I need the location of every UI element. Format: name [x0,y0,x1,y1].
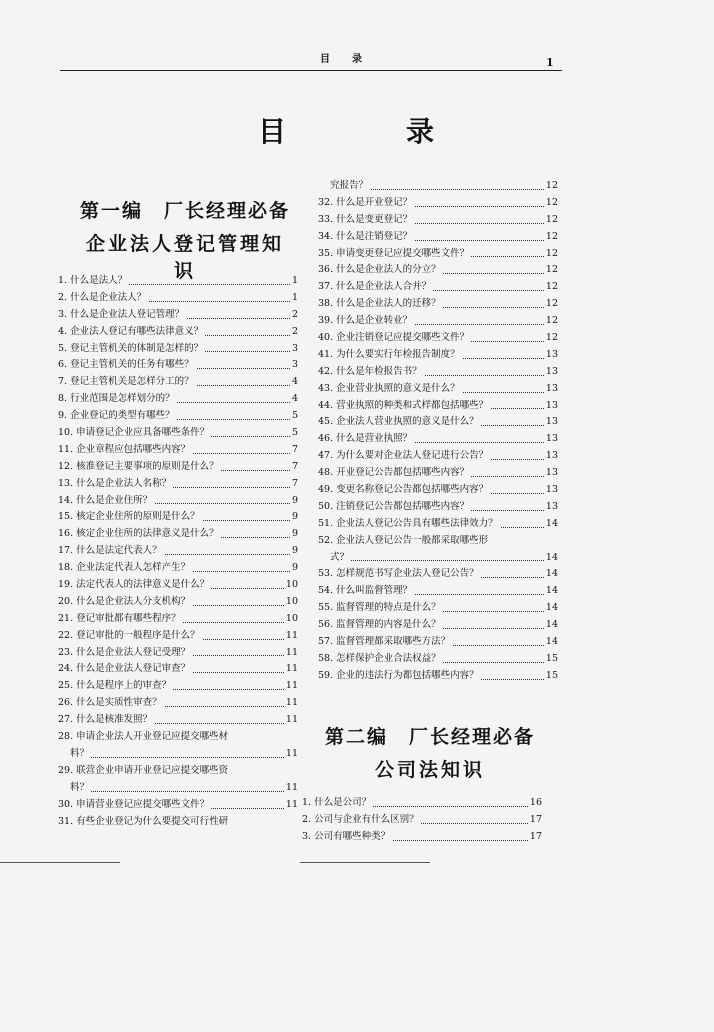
toc-entry-page: 7 [290,476,298,493]
toc-entry-text: 3. 什么是企业法人登记管理？ [58,308,185,320]
toc-entry-text: 26. 什么是实质性审查？ [58,697,162,709]
toc-entry [318,617,558,634]
toc-entry-page: 9 [290,543,298,560]
toc-entry-text: 2. 公司与企业有什么区别？ [302,813,419,825]
part-one-heading [80,196,290,283]
running-head [60,50,560,70]
toc-entry-text: 式？ [318,552,351,563]
toc-entry [58,391,298,408]
toc-entry [318,566,558,583]
toc-entry-text: 45. 企业法人营业执照的意义是什么？ [318,416,479,428]
toc-entry [58,661,298,678]
toc-entry [302,829,542,846]
toc-entry-text: 究报告？ [318,180,370,191]
toc-entry [58,814,298,831]
toc-entry-text: 27. 什么是核准发照？ [58,714,153,726]
toc-entry-text: 29. 联营企业申请开业登记应提交哪些资 [58,764,229,776]
toc-entry-text: 17. 什么是法定代表人？ [58,545,162,557]
toc-entry-page: 14 [544,566,558,583]
toc-list-right [318,178,558,685]
toc-entry [58,290,298,307]
toc-entry-text: 32. 什么是开业登记？ [318,196,413,208]
toc-entry-page: 17 [528,829,542,846]
toc-entry-text: 39. 什么是企业转业？ [318,315,413,327]
toc-entry-text: 55. 监督管理的特点是什么？ [318,602,441,614]
part-two-heading-line1: 第二编 厂长经理必备 [324,726,535,748]
toc-entry [302,795,542,812]
toc-entry-page: 11 [284,661,298,678]
toc-entry-text: 7. 登记主管机关是怎样分工的？ [58,376,194,388]
toc-entry-text: 50. 注销登记公告都包括哪些内容？ [318,500,470,512]
toc-entry-page: 11 [284,628,298,645]
toc-entry-text: 11. 企业章程应包括哪些内容？ [58,443,191,455]
toc-entry [318,364,558,381]
toc-entry-page: 9 [290,526,298,543]
scan-edge-line [300,862,430,863]
toc-entry-text: 37. 什么是企业法人合并？ [318,281,432,293]
toc-entry-page: 12 [544,262,558,279]
toc-entry [318,398,558,415]
toc-entry-text: 53. 怎样规范书写企业法人登记公告？ [318,568,479,580]
toc-entry-page: 2 [290,324,298,341]
toc-entry [58,543,298,560]
toc-entry-page: 13 [544,414,558,431]
part-two-heading [320,722,540,782]
toc-entry-page: 11 [284,780,298,797]
toc-entry [318,516,558,533]
toc-entry-text: 36. 什么是企业法人的分立？ [318,264,441,276]
toc-list-left [58,273,298,830]
toc-entry-page: 11 [284,678,298,695]
toc-entry-text: 30. 申请营业登记应提交哪些文件？ [58,798,210,810]
toc-entry-text: 28. 申请企业法人开业登记应提交哪些材 [58,731,229,743]
toc-entry-text: 31. 有些企业登记为什么要提交可行性研 [58,815,229,827]
toc-entry-page: 12 [544,330,558,347]
toc-entry [58,729,298,746]
toc-entry-text: 35. 申请变更登记应提交哪些文件？ [318,247,470,259]
toc-entry-page: 13 [544,381,558,398]
toc-entry-page: 1 [290,290,298,307]
toc-entry [318,431,558,448]
toc-entry [58,408,298,425]
toc-entry [318,414,558,431]
toc-entry [58,374,298,391]
toc-entry [318,448,558,465]
toc-entry-page: 7 [290,459,298,476]
toc-entry-page: 12 [544,313,558,330]
toc-entry-page: 9 [290,560,298,577]
toc-entry [318,533,558,550]
part-two-heading-line2: 公司法知识 [374,759,485,781]
toc-entry-page: 12 [544,178,558,195]
toc-entry-page: 5 [290,425,298,442]
toc-entry [318,296,558,313]
toc-entry-page: 10 [284,611,298,628]
header-rule [60,70,562,71]
toc-entry-page: 2 [290,307,298,324]
toc-entry [318,600,558,617]
toc-entry [318,668,558,685]
toc-entry-text: 3. 公司有哪些种类？ [302,830,391,842]
running-head-title: 目录 [320,54,384,65]
toc-entry-text: 18. 企业法定代表人怎样产生？ [58,562,191,574]
toc-entry-text: 56. 监督管理的内容是什么？ [318,619,441,631]
toc-entry-page: 11 [284,712,298,729]
toc-entry [58,746,298,763]
toc-entry-page: 13 [544,398,558,415]
toc-entry-text: 10. 申请登记企业应具备哪些条件？ [58,427,210,439]
toc-entry-text: 19. 法定代表人的法律意义是什么？ [58,579,210,591]
toc-entry-page: 9 [290,493,298,510]
toc-entry [58,476,298,493]
toc-entry [318,634,558,651]
toc-entry-text: 47. 为什么要对企业法人登记进行公告？ [318,450,489,462]
toc-entry-text: 21. 登记审批都有哪些程序？ [58,612,181,624]
toc-entry-text: 5. 登记主管机关的体制是怎样的？ [58,342,204,354]
toc-entry-text: 1. 什么是公司？ [302,797,372,808]
toc-entry [58,425,298,442]
toc-entry-text: 42. 什么是年检报告书？ [318,365,422,377]
toc-entry [318,482,558,499]
toc-entry-page: 12 [544,195,558,212]
toc-entry-page: 13 [544,431,558,448]
toc-entry-page: 15 [544,668,558,685]
toc-entry [318,178,558,195]
toc-entry-text: 51. 企业法人登记公告具有哪些法律效力？ [318,517,498,529]
toc-entry-text: 9. 企业登记的类型有哪些？ [58,410,175,422]
toc-entry-page: 3 [290,357,298,374]
toc-entry-page: 14 [544,550,558,567]
toc-entry-page: 4 [290,391,298,408]
toc-entry-page: 11 [284,695,298,712]
toc-entry-text: 24. 什么是企业法人登记审查？ [58,663,191,675]
toc-entry [318,381,558,398]
toc-entry-text: 8. 行业范围是怎样划分的？ [58,393,175,405]
toc-entry [318,465,558,482]
toc-entry-text: 48. 开业登记公告都包括哪些内容？ [318,467,470,479]
toc-entry [58,780,298,797]
toc-entry [58,763,298,780]
toc-entry-page: 3 [290,341,298,358]
toc-entry-page: 14 [544,600,558,617]
running-head-page-number: 1 [546,56,554,69]
toc-entry [318,229,558,246]
scan-edge-line [0,862,120,863]
page-title: 目 录 [258,115,481,148]
toc-entry-page: 12 [544,296,558,313]
toc-entry-text: 38. 什么是企业法人的迁移？ [318,298,441,310]
toc-entry [58,324,298,341]
toc-entry [58,509,298,526]
part-one-heading-line2: 企业法人登记管理知识 [85,233,284,282]
toc-entry-text: 57. 监督管理都采取哪些方法？ [318,636,451,648]
toc-entry [318,212,558,229]
toc-entry-text: 20. 什么是企业法人分支机构？ [58,595,191,607]
toc-entry-text: 12. 核准登记主要事项的原则是什么？ [58,460,219,472]
toc-entry-page: 14 [544,583,558,600]
toc-entry [58,341,298,358]
toc-entry-page: 14 [544,634,558,651]
toc-entry [58,442,298,459]
toc-entry-page: 12 [544,212,558,229]
toc-entry-page: 13 [544,482,558,499]
toc-entry-text: 4. 企业法人登记有哪些法律意义？ [58,325,204,337]
toc-entry-page: 7 [290,442,298,459]
toc-entry-text: 41. 为什么要实行年检报告制度？ [318,348,460,360]
toc-entry-page: 13 [544,465,558,482]
toc-entry [318,330,558,347]
toc-entry [58,526,298,543]
toc-entry-page: 11 [284,645,298,662]
toc-entry-page: 13 [544,499,558,516]
toc-entry-text: 14. 什么是企业住所？ [58,494,153,506]
toc-entry [302,812,542,829]
toc-entry-page: 15 [544,651,558,668]
toc-entry-page: 11 [284,746,298,763]
toc-entry-page: 14 [544,617,558,634]
toc-entry [318,583,558,600]
toc-list-part-two [302,795,542,846]
toc-entry-page: 17 [528,812,542,829]
toc-entry [58,560,298,577]
toc-entry-page: 12 [544,279,558,296]
toc-entry [58,577,298,594]
toc-entry-text: 40. 企业注销登记应提交哪些文件？ [318,332,470,344]
toc-entry [318,279,558,296]
toc-entry [58,611,298,628]
toc-entry [58,797,298,814]
toc-entry-text: 49. 变更名称登记公告都包括哪些内容？ [318,484,489,496]
toc-entry [58,307,298,324]
toc-entry [58,712,298,729]
toc-entry-page: 13 [544,364,558,381]
toc-entry-page: 12 [544,229,558,246]
toc-entry [58,678,298,695]
toc-entry [58,493,298,510]
toc-entry-text: 46. 什么是营业执照？ [318,433,413,445]
toc-entry-text: 2. 什么是企业法人？ [58,291,147,303]
toc-entry-text: 料？ [58,782,91,793]
toc-entry-page: 10 [284,594,298,611]
toc-entry-text: 34. 什么是注销登记？ [318,230,413,242]
toc-entry-page: 16 [528,795,542,812]
toc-entry [58,357,298,374]
toc-entry-text: 13. 什么是企业法人名称？ [58,477,172,489]
toc-entry-text: 54. 什么叫监督管理？ [318,585,413,597]
toc-entry-page: 13 [544,347,558,364]
toc-entry [318,347,558,364]
toc-entry [318,262,558,279]
toc-entry [318,550,558,567]
toc-entry [318,651,558,668]
toc-entry-text: 23. 什么是企业法人登记受理？ [58,646,191,658]
toc-entry [318,499,558,516]
toc-entry-page: 10 [284,577,298,594]
toc-entry-text: 52. 企业法人登记公告一般都采取哪些形 [318,534,489,546]
toc-entry-page: 13 [544,448,558,465]
toc-entry-text: 59. 企业的违法行为都包括哪些内容？ [318,669,479,681]
toc-entry [58,594,298,611]
toc-entry-page: 4 [290,374,298,391]
toc-entry-text: 44. 营业执照的种类和式样都包括哪些？ [318,399,489,411]
toc-entry [318,195,558,212]
toc-entry [58,459,298,476]
part-one-heading-line1: 第一编 厂长经理必备 [80,200,291,222]
toc-entry-text: 33. 什么是变更登记？ [318,213,413,225]
toc-entry [58,628,298,645]
toc-entry [58,273,298,290]
toc-entry-text: 6. 登记主管机关的任务有哪些？ [58,359,194,371]
toc-entry-page: 11 [284,797,298,814]
toc-entry-page: 5 [290,408,298,425]
toc-entry [58,695,298,712]
toc-entry-text: 43. 企业营业执照的意义是什么？ [318,382,460,394]
toc-entry [58,645,298,662]
toc-entry [318,313,558,330]
toc-entry-text: 22. 登记审批的一般程序是什么？ [58,629,200,641]
toc-entry-text: 料？ [58,748,91,759]
toc-entry-text: 15. 核定企业住所的原则是什么？ [58,511,200,523]
toc-entry [318,246,558,263]
toc-entry-text: 16. 核定企业住所的法律意义是什么？ [58,528,219,540]
toc-entry-page: 1 [290,273,298,290]
toc-entry-page: 12 [544,246,558,263]
toc-entry-text: 58. 怎样保护企业合法权益？ [318,652,441,664]
toc-entry-page: 9 [290,509,298,526]
toc-entry-text: 25. 什么是程序上的审查？ [58,680,172,692]
toc-entry-page: 14 [544,516,558,533]
toc-entry-text: 1. 什么是法人？ [58,275,128,286]
